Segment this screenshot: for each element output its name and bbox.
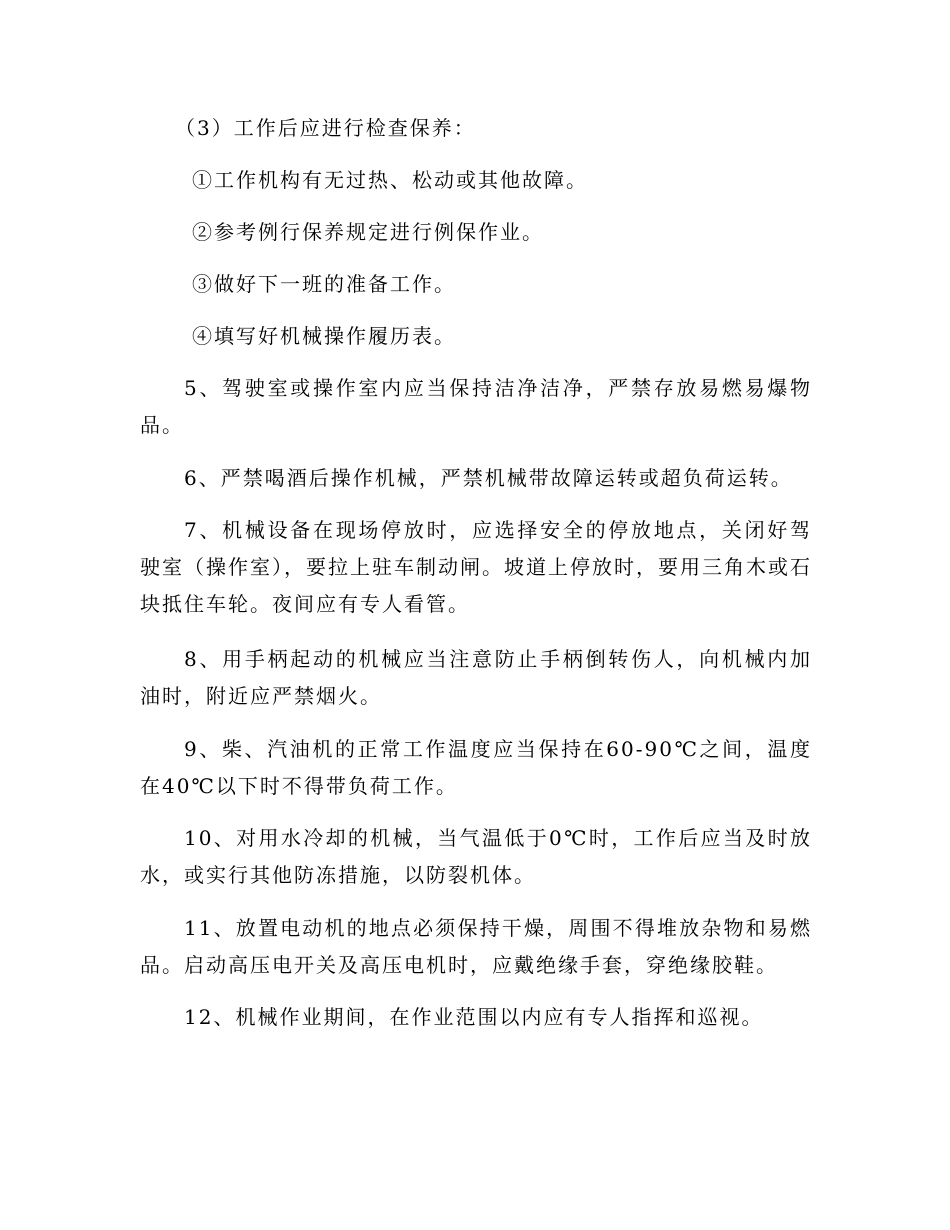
paragraph-5: 5、驾驶室或操作室内应当保持洁净洁净，严禁存放易燃易爆物品。: [140, 376, 812, 437]
list-item-3: ③做好下一班的准备工作。: [192, 272, 456, 296]
list-item-2: ②参考例行保养规定进行例保作业。: [192, 220, 544, 244]
paragraph-7: 7、机械设备在现场停放时，应选择安全的停放地点，关闭好驾驶室（操作室），要拉上驻车制动闸。坡道上停放时，要用三角木或石块抵住车轮。夜间应有专人看管。: [140, 518, 812, 616]
paragraph-9: 9、柴、汽油机的正常工作温度应当保持在60-90℃之间，温度在40℃以下时不得带负荷工作。: [140, 737, 812, 798]
paragraph-10: 10、对用水冷却的机械，当气温低于0℃时，工作后应当及时放水，或实行其他防冻措施，以防裂机体。: [140, 826, 812, 887]
paragraph-6: 6、严禁喝酒后操作机械，严禁机械带故障运转或超负荷运转。: [184, 466, 793, 490]
paragraph-12: 12、机械作业期间，在作业范围以内应有专人指挥和巡视。: [184, 1005, 764, 1029]
paragraph-11: 11、放置电动机的地点必须保持干燥，周围不得堆放杂物和易燃品。启动高压电开关及高压电机时，应戴绝缘手套，穿绝缘胶鞋。: [140, 916, 812, 977]
list-item-1: ①工作机构有无过热、松动或其他故障。: [192, 168, 588, 192]
paragraph-8: 8、用手柄起动的机械应当注意防止手柄倒转伤人，向机械内加油时，附近应严禁烟火。: [140, 647, 812, 708]
section-heading: （3）工作后应进行检查保养：: [175, 116, 476, 140]
list-item-4: ④填写好机械操作履历表。: [192, 324, 456, 348]
